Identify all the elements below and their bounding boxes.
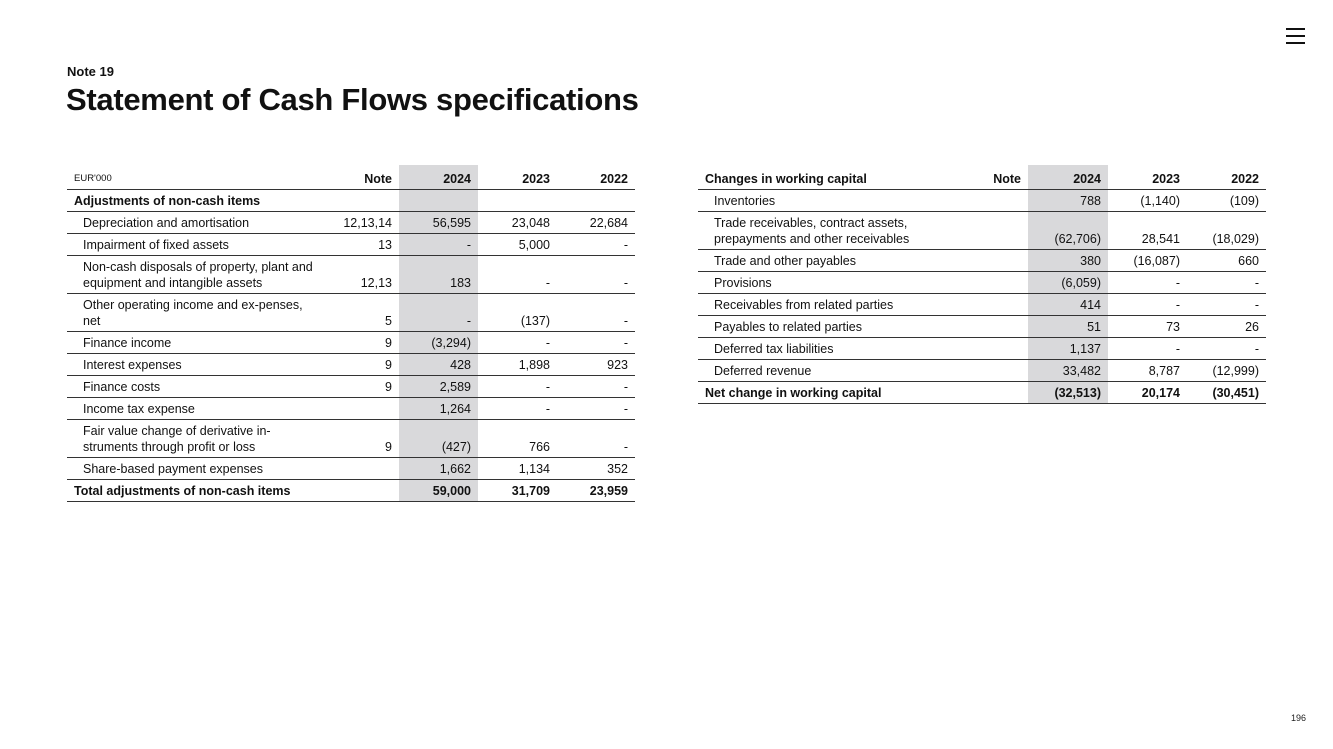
column-header-2023: 2023 xyxy=(478,165,557,190)
row-note: 9 xyxy=(325,376,399,398)
non-cash-adjustments-table xyxy=(67,165,635,502)
row-note xyxy=(954,316,1028,338)
table-row xyxy=(67,398,635,420)
empty-cell xyxy=(478,190,557,212)
row-note: 13 xyxy=(325,234,399,256)
row-note: 5 xyxy=(325,294,399,332)
row-note xyxy=(325,398,399,420)
section-title-row xyxy=(67,190,635,212)
row-note xyxy=(954,212,1028,250)
row-label: Income tax expense xyxy=(67,398,325,420)
column-header-2024: 2024 xyxy=(1028,165,1108,190)
table-row xyxy=(698,250,1266,272)
menu-bar xyxy=(1286,42,1305,44)
table-row xyxy=(67,256,635,294)
row-label: Trade receivables, contract assets, prepayments and other receivables xyxy=(698,212,954,250)
value-2024: - xyxy=(399,234,478,256)
value-2023: (16,087) xyxy=(1108,250,1187,272)
row-note xyxy=(954,360,1028,382)
table-row xyxy=(67,458,635,480)
row-note xyxy=(954,338,1028,360)
row-note xyxy=(954,294,1028,316)
value-2024: 2,589 xyxy=(399,376,478,398)
row-label: Fair value change of derivative in-struments through profit or loss xyxy=(67,420,325,458)
table-row xyxy=(698,316,1266,338)
value-2024: 51 xyxy=(1028,316,1108,338)
value-2023: 31,709 xyxy=(478,480,557,502)
column-header-2022: 2022 xyxy=(557,165,635,190)
table-header-row xyxy=(67,165,635,190)
row-note: 12,13,14 xyxy=(325,212,399,234)
value-2022: 22,684 xyxy=(557,212,635,234)
hamburger-menu-icon[interactable] xyxy=(1286,27,1305,45)
value-2023: - xyxy=(1108,272,1187,294)
table-row xyxy=(698,294,1266,316)
table-row xyxy=(67,354,635,376)
row-label: Finance costs xyxy=(67,376,325,398)
value-2023: - xyxy=(1108,294,1187,316)
value-2024: (62,706) xyxy=(1028,212,1108,250)
empty-cell xyxy=(399,190,478,212)
column-header-2023: 2023 xyxy=(1108,165,1187,190)
row-note xyxy=(954,382,1028,404)
column-header-note: Note xyxy=(954,165,1028,190)
row-label: Inventories xyxy=(698,190,954,212)
value-2024: 428 xyxy=(399,354,478,376)
value-2022: - xyxy=(557,256,635,294)
table-header-row xyxy=(698,165,1266,190)
row-label: Deferred revenue xyxy=(698,360,954,382)
value-2023: 5,000 xyxy=(478,234,557,256)
value-2023: (137) xyxy=(478,294,557,332)
column-header-note: Note xyxy=(325,165,399,190)
value-2022: 660 xyxy=(1187,250,1266,272)
row-label: Impairment of fixed assets xyxy=(67,234,325,256)
row-note: 12,13 xyxy=(325,256,399,294)
value-2024: 788 xyxy=(1028,190,1108,212)
row-note xyxy=(325,480,399,502)
value-2023: (1,140) xyxy=(1108,190,1187,212)
value-2022: (30,451) xyxy=(1187,382,1266,404)
value-2023: 766 xyxy=(478,420,557,458)
value-2022: - xyxy=(1187,338,1266,360)
value-2023: 23,048 xyxy=(478,212,557,234)
value-2023: - xyxy=(478,332,557,354)
total-row xyxy=(698,382,1266,404)
value-2022: 352 xyxy=(557,458,635,480)
note-label: Note 19 xyxy=(67,64,114,79)
row-note xyxy=(954,250,1028,272)
value-2023: 28,541 xyxy=(1108,212,1187,250)
table-row xyxy=(67,332,635,354)
table-row xyxy=(698,272,1266,294)
row-label: Share-based payment expenses xyxy=(67,458,325,480)
page-title: Statement of Cash Flows specifications xyxy=(66,82,639,117)
value-2022: (18,029) xyxy=(1187,212,1266,250)
value-2023: 20,174 xyxy=(1108,382,1187,404)
value-2024: 380 xyxy=(1028,250,1108,272)
working-capital-title: Changes in working capital xyxy=(698,165,954,190)
row-label: Trade and other payables xyxy=(698,250,954,272)
table-row xyxy=(67,212,635,234)
value-2024: 33,482 xyxy=(1028,360,1108,382)
table-row xyxy=(698,190,1266,212)
total-row xyxy=(67,480,635,502)
row-label: Net change in working capital xyxy=(698,382,954,404)
value-2022: - xyxy=(1187,294,1266,316)
value-2024: - xyxy=(399,294,478,332)
row-label: Total adjustments of non-cash items xyxy=(67,480,325,502)
value-2022: (12,999) xyxy=(1187,360,1266,382)
value-2023: - xyxy=(478,256,557,294)
value-2023: - xyxy=(1108,338,1187,360)
table-row xyxy=(67,376,635,398)
value-2024: 56,595 xyxy=(399,212,478,234)
value-2024: 1,137 xyxy=(1028,338,1108,360)
value-2024: (3,294) xyxy=(399,332,478,354)
row-note: 9 xyxy=(325,332,399,354)
value-2022: (109) xyxy=(1187,190,1266,212)
value-2024: 1,662 xyxy=(399,458,478,480)
row-note xyxy=(954,190,1028,212)
working-capital-table xyxy=(698,165,1266,404)
row-label: Deferred tax liabilities xyxy=(698,338,954,360)
table-row xyxy=(67,234,635,256)
value-2022: - xyxy=(557,398,635,420)
value-2022: - xyxy=(557,294,635,332)
value-2022: - xyxy=(557,234,635,256)
column-header-2024: 2024 xyxy=(399,165,478,190)
value-2024: (32,513) xyxy=(1028,382,1108,404)
row-label: Payables to related parties xyxy=(698,316,954,338)
row-label: Non-cash disposals of property, plant and equipment and intangible assets xyxy=(67,256,325,294)
value-2022: - xyxy=(557,376,635,398)
row-label: Interest expenses xyxy=(67,354,325,376)
row-note: 9 xyxy=(325,354,399,376)
value-2024: 1,264 xyxy=(399,398,478,420)
empty-cell xyxy=(325,190,399,212)
value-2023: - xyxy=(478,398,557,420)
menu-bar xyxy=(1286,28,1305,30)
value-2022: 26 xyxy=(1187,316,1266,338)
value-2024: (427) xyxy=(399,420,478,458)
column-header-2022: 2022 xyxy=(1187,165,1266,190)
value-2022: 23,959 xyxy=(557,480,635,502)
page-number: 196 xyxy=(1290,713,1306,723)
row-label: Other operating income and ex-penses, net xyxy=(67,294,325,332)
value-2023: 8,787 xyxy=(1108,360,1187,382)
row-label: Depreciation and amortisation xyxy=(67,212,325,234)
table-row xyxy=(698,212,1266,250)
row-label: Receivables from related parties xyxy=(698,294,954,316)
value-2023: 1,898 xyxy=(478,354,557,376)
value-2022: - xyxy=(1187,272,1266,294)
menu-bar xyxy=(1286,35,1305,37)
unit-label: EUR'000 xyxy=(67,165,325,190)
value-2022: 923 xyxy=(557,354,635,376)
row-label: Provisions xyxy=(698,272,954,294)
value-2023: 1,134 xyxy=(478,458,557,480)
empty-cell xyxy=(557,190,635,212)
value-2024: 183 xyxy=(399,256,478,294)
value-2022: - xyxy=(557,332,635,354)
row-note xyxy=(954,272,1028,294)
row-label: Finance income xyxy=(67,332,325,354)
value-2023: - xyxy=(478,376,557,398)
table-row xyxy=(698,338,1266,360)
table-row xyxy=(698,360,1266,382)
value-2024: 414 xyxy=(1028,294,1108,316)
section-title: Adjustments of non-cash items xyxy=(67,190,325,212)
table-row xyxy=(67,294,635,332)
value-2024: (6,059) xyxy=(1028,272,1108,294)
table-row xyxy=(67,420,635,458)
row-note: 9 xyxy=(325,420,399,458)
row-note xyxy=(325,458,399,480)
value-2022: - xyxy=(557,420,635,458)
value-2024: 59,000 xyxy=(399,480,478,502)
value-2023: 73 xyxy=(1108,316,1187,338)
